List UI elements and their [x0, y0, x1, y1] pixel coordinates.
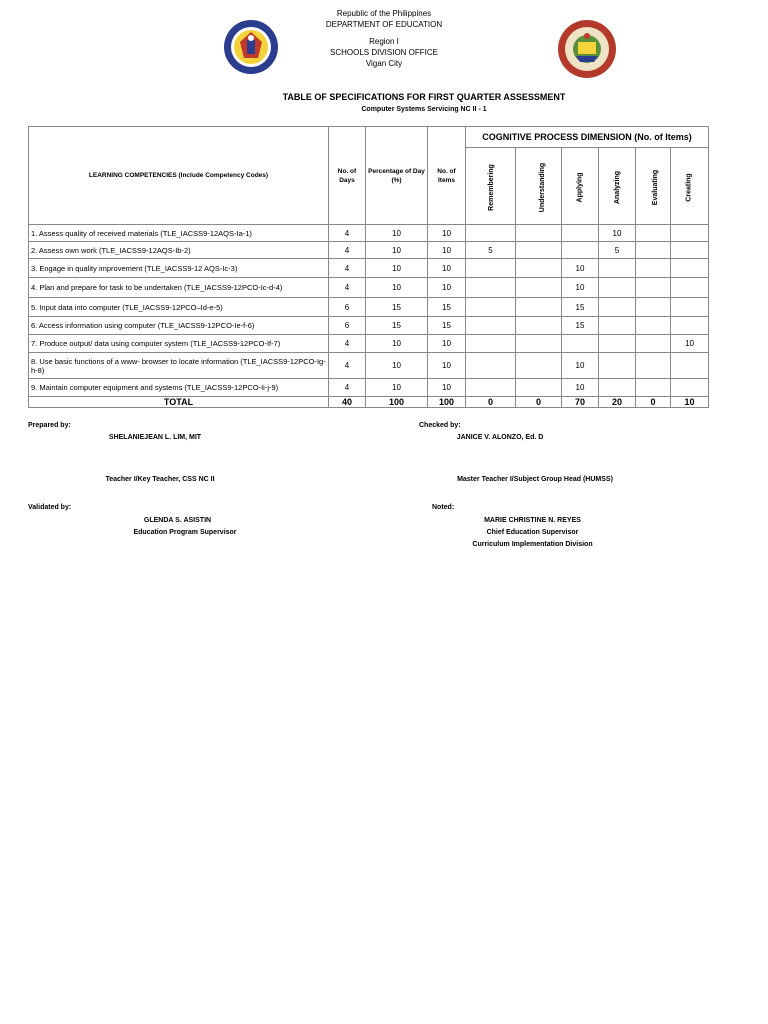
applying-cell: 15: [562, 317, 599, 335]
days-cell: 6: [329, 298, 366, 317]
prepared-by-name: SHELANIEJEAN L. LIM, MIT: [108, 434, 202, 441]
applying-cell: [562, 242, 599, 259]
applying-cell: [562, 335, 599, 353]
days-cell: 4: [329, 278, 366, 298]
understanding-cell: [516, 298, 562, 317]
items-cell: 10: [428, 353, 466, 379]
total-analyzing: 20: [599, 397, 636, 408]
table-header-row: [29, 127, 709, 148]
creating-cell: 10: [671, 335, 709, 353]
total-understanding: 0: [516, 397, 562, 408]
validated-by-label: Validated by:: [28, 504, 72, 511]
items-cell: 15: [428, 317, 466, 335]
remembering-cell: [466, 317, 516, 335]
competency-cell: 8. Use basic functions of a www- browser to locate information (TLE_IACSS9-12PCO-Ig-h-8): [29, 353, 329, 379]
understanding-cell: [516, 353, 562, 379]
days-cell: 4: [329, 225, 366, 242]
understanding-cell: [516, 335, 562, 353]
evaluating-cell: [636, 353, 671, 379]
evaluating-cell: [636, 278, 671, 298]
header-republic: Republic of the Philippines: [336, 9, 432, 18]
total-days: 40: [329, 397, 366, 408]
analyzing-cell: [599, 317, 636, 335]
table-row: [29, 225, 709, 242]
evaluating-cell: [636, 317, 671, 335]
understanding-cell: [516, 225, 562, 242]
evaluating-cell: [636, 242, 671, 259]
header-understanding: Understanding: [516, 148, 562, 225]
checked-by-title: Master Teacher I/Subject Group Head (HUMSS): [457, 476, 613, 483]
total-items: 100: [428, 397, 466, 408]
creating-cell: [671, 225, 709, 242]
items-cell: 10: [428, 335, 466, 353]
checked-by-label: Checked by:: [419, 422, 461, 429]
competency-cell: 6. Access information using computer (TLE_IACSS9-12PCO-Ie-f-6): [29, 317, 329, 335]
understanding-cell: [516, 278, 562, 298]
noted-label: Noted:: [432, 504, 455, 511]
evaluating-cell: [636, 225, 671, 242]
noted-title-line2: Curriculum Implementation Division: [472, 541, 593, 548]
header-city: Vigan City: [365, 59, 403, 68]
total-remembering: 0: [466, 397, 516, 408]
items-cell: 15: [428, 298, 466, 317]
total-creating: 10: [671, 397, 709, 408]
days-cell: 4: [329, 379, 366, 397]
analyzing-cell: [599, 379, 636, 397]
days-cell: 4: [329, 242, 366, 259]
items-cell: 10: [428, 225, 466, 242]
percentage-cell: 10: [366, 278, 428, 298]
analyzing-cell: [599, 353, 636, 379]
understanding-cell: [516, 242, 562, 259]
header-competencies: LEARNING COMPETENCIES (Include Competency Codes): [29, 127, 329, 225]
evaluating-cell: [636, 335, 671, 353]
applying-cell: 10: [562, 278, 599, 298]
table-row: [29, 335, 709, 353]
total-row: [29, 397, 709, 408]
header-division-office: SCHOOLS DIVISION OFFICE: [329, 48, 438, 57]
validated-by-title: Education Program Supervisor: [133, 529, 237, 536]
creating-cell: [671, 278, 709, 298]
analyzing-cell: 5: [599, 242, 636, 259]
items-cell: 10: [428, 259, 466, 278]
percentage-cell: 10: [366, 335, 428, 353]
header-percentage: Percentage of Day (%): [366, 127, 428, 225]
validated-by-name: GLENDA S. ASISTIN: [143, 517, 212, 524]
analyzing-cell: [599, 298, 636, 317]
understanding-cell: [516, 317, 562, 335]
days-cell: 4: [329, 259, 366, 278]
header-items: No. of Items: [428, 127, 466, 225]
analyzing-cell: [599, 278, 636, 298]
evaluating-cell: [636, 298, 671, 317]
remembering-cell: [466, 335, 516, 353]
letterhead: [0, 8, 768, 69]
table-row: [29, 278, 709, 298]
days-cell: 4: [329, 335, 366, 353]
days-cell: 6: [329, 317, 366, 335]
applying-cell: 10: [562, 353, 599, 379]
percentage-cell: 10: [366, 379, 428, 397]
creating-cell: [671, 353, 709, 379]
header-days: No. of Days: [329, 127, 366, 225]
header-cognitive-dimension: COGNITIVE PROCESS DIMENSION (No. of Items): [466, 127, 709, 148]
table-row: [29, 259, 709, 278]
total-applying: 70: [562, 397, 599, 408]
noted-name: MARIE CHRISTINE N. REYES: [484, 517, 581, 524]
remembering-cell: [466, 278, 516, 298]
header-creating: Creating: [671, 148, 709, 225]
header-remembering: Remembering: [466, 148, 516, 225]
total-evaluating: 0: [636, 397, 671, 408]
table-row: [29, 298, 709, 317]
header-applying: Applying: [562, 148, 599, 225]
competency-cell: 1. Assess quality of received materials (TLE_IACSS9-12AQS-Ia-1): [29, 225, 329, 242]
header-department: DEPARTMENT OF EDUCATION: [325, 20, 443, 29]
remembering-cell: [466, 379, 516, 397]
applying-cell: 10: [562, 259, 599, 278]
applying-cell: 15: [562, 298, 599, 317]
header-evaluating: Evaluating: [636, 148, 671, 225]
items-cell: 10: [428, 278, 466, 298]
analyzing-cell: [599, 335, 636, 353]
total-label: TOTAL: [29, 397, 329, 408]
items-cell: 10: [428, 379, 466, 397]
percentage-cell: 10: [366, 225, 428, 242]
competency-cell: 4. Plan and prepare for task to be undertaken (TLE_IACSS9-12PCO-Ic-d-4): [29, 278, 329, 298]
remembering-cell: 5: [466, 242, 516, 259]
document-subtitle: Computer Systems Servicing NC II - 1: [361, 106, 487, 113]
percentage-cell: 10: [366, 259, 428, 278]
header-region: Region I: [369, 37, 399, 46]
prepared-by-title: Teacher I/Key Teacher, CSS NC II: [105, 476, 215, 483]
percentage-cell: 10: [366, 353, 428, 379]
table-row: [29, 379, 709, 397]
competency-cell: 3. Engage in quality improvement (TLE_IACSS9-12 AQS-Ic-3): [29, 259, 329, 278]
remembering-cell: [466, 353, 516, 379]
competency-cell: 2. Assess own work (TLE_IACSS9-12AQS-Ib-2): [29, 242, 329, 259]
understanding-cell: [516, 379, 562, 397]
remembering-cell: [466, 225, 516, 242]
document-title: TABLE OF SPECIFICATIONS FOR FIRST QUARTER ASSESSMENT: [282, 92, 566, 102]
evaluating-cell: [636, 379, 671, 397]
prepared-by-label: Prepared by:: [28, 422, 71, 429]
creating-cell: [671, 317, 709, 335]
evaluating-cell: [636, 259, 671, 278]
specifications-table: [28, 126, 709, 408]
creating-cell: [671, 259, 709, 278]
analyzing-cell: 10: [599, 225, 636, 242]
applying-cell: 10: [562, 379, 599, 397]
applying-cell: [562, 225, 599, 242]
understanding-cell: [516, 259, 562, 278]
analyzing-cell: [599, 259, 636, 278]
items-cell: 10: [428, 242, 466, 259]
competency-cell: 7. Produce output/ data using computer system (TLE_IACSS9-12PCO-If-7): [29, 335, 329, 353]
table-row: [29, 317, 709, 335]
remembering-cell: [466, 298, 516, 317]
percentage-cell: 15: [366, 298, 428, 317]
days-cell: 4: [329, 353, 366, 379]
header-analyzing: Analyzing: [599, 148, 636, 225]
checked-by-name: JANICE V. ALONZO, Ed. D: [456, 434, 544, 441]
creating-cell: [671, 242, 709, 259]
creating-cell: [671, 379, 709, 397]
noted-title-line1: Chief Education Supervisor: [486, 529, 579, 536]
competency-cell: 9. Maintain computer equipment and systems (TLE_IACSS9-12PCO-Ii-j-9): [29, 379, 329, 397]
total-percentage: 100: [366, 397, 428, 408]
remembering-cell: [466, 259, 516, 278]
percentage-cell: 15: [366, 317, 428, 335]
table-row: [29, 353, 709, 379]
competency-cell: 5. Input data into computer (TLE_IACSS9-12PCO–Id-e-5): [29, 298, 329, 317]
percentage-cell: 10: [366, 242, 428, 259]
creating-cell: [671, 298, 709, 317]
table-row: [29, 242, 709, 259]
